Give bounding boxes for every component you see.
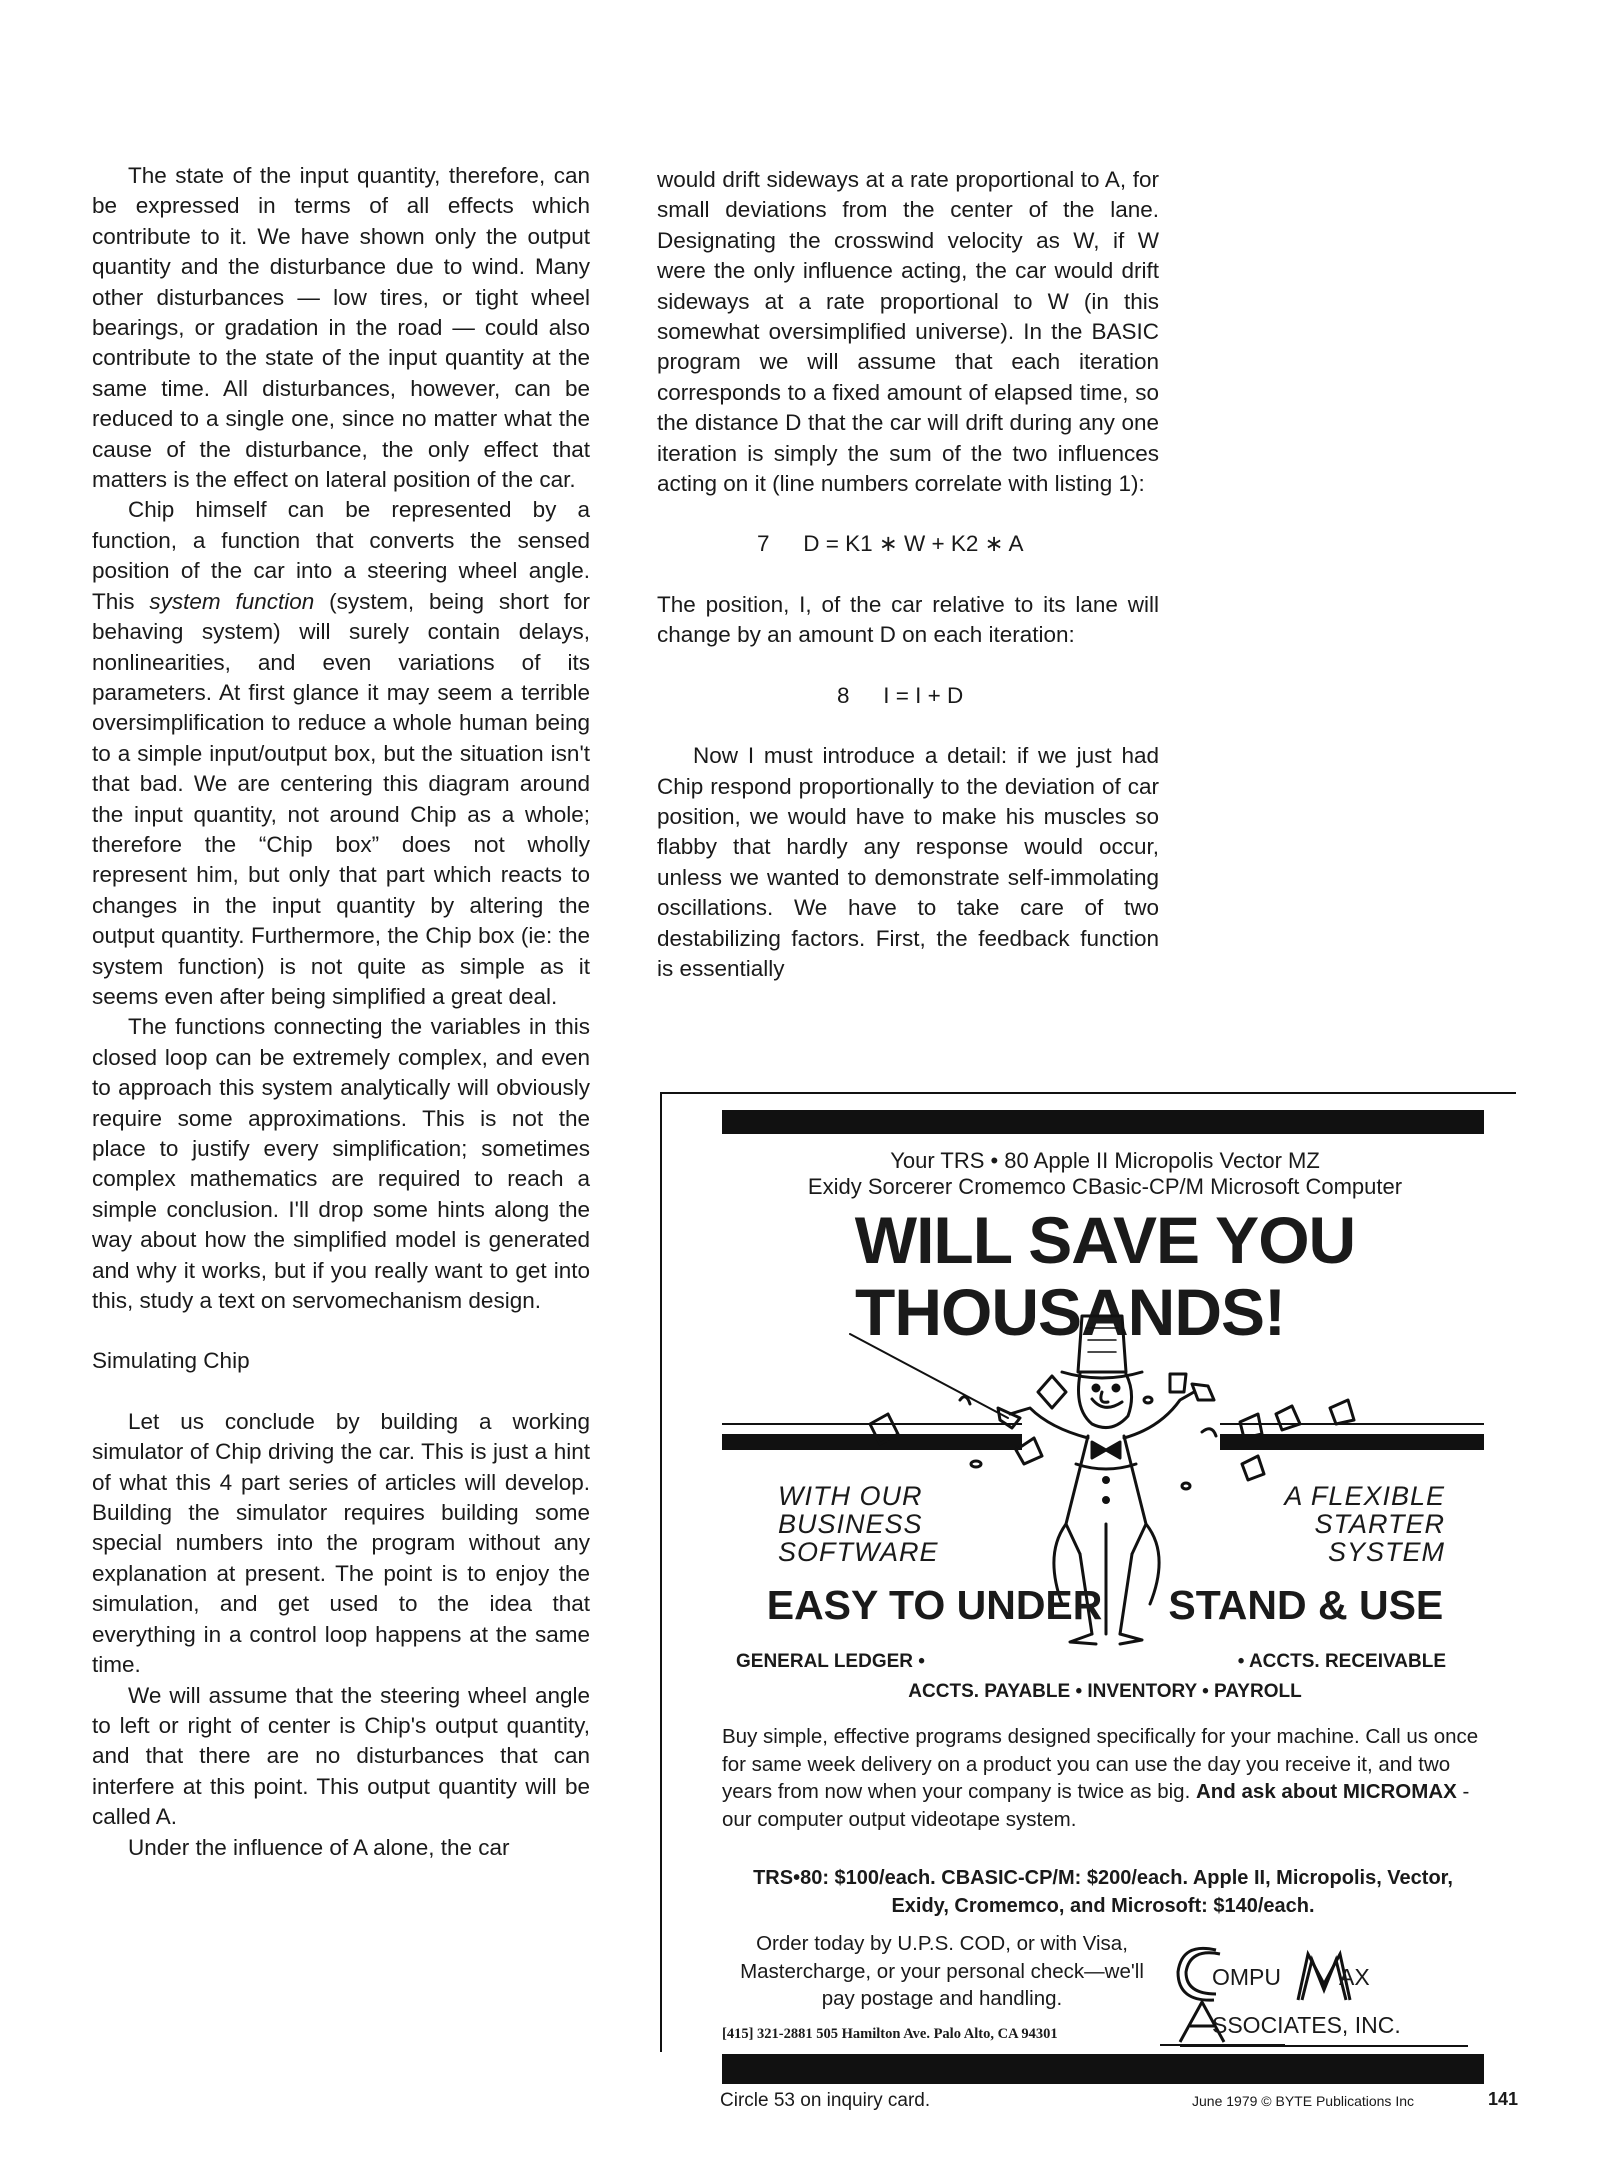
paragraph xyxy=(92,495,590,1012)
ad-tagline-line: SYSTEM xyxy=(1327,1537,1445,1567)
ad-tagline-line: BUSINESS xyxy=(778,1509,923,1539)
ad-slogan-right: STAND & USE xyxy=(1168,1582,1444,1628)
logo-text: AX xyxy=(1339,1964,1370,1990)
text-run: (system, being short for behaving system) will surely contain delays, nonlinearities, and even variations of its parameters. At first glance it may seem a terrible oversimplification to reduce a whole human being to a simple input/output box, but the situation isn't that bad. We are centering this diagram around the input quantity, not around Chip as a whole; therefore the “Chip box” does not wholly represent him, but only that part which reacts to changes in the input quantity by altering the output quantity. Furthermore, the Chip box (ie: the system function) is not quite as simple as it seems even after being simplified a great deal. xyxy=(92,588,590,1009)
ad-tagline-right xyxy=(1195,1482,1445,1566)
equation: I = I + D xyxy=(883,682,964,708)
paragraph: Under the influence of A alone, the car xyxy=(128,1834,510,1860)
left-text-column xyxy=(92,161,590,1863)
ad-border-top xyxy=(660,1092,1516,1094)
ad-tagline-line: STARTER xyxy=(1314,1509,1445,1539)
equation-line-number: 7 xyxy=(757,531,770,557)
logo-word-associates: SSOCIATES, INC. xyxy=(1212,2012,1401,2038)
ad-prices: TRS•80: $100/each. CBASIC-CP/M: $200/each. Apple II, Micropolis, Vector, Exidy, Cromemco, and Microsoft: $140/each. xyxy=(753,1867,1453,1917)
text-run: Chip himself can be represented by a function, a function that converts the sensed position of the car into a steering wheel angle. This xyxy=(92,497,590,614)
ad-slogan xyxy=(720,1582,1490,1629)
ad-product-general-ledger: GENERAL LEDGER • xyxy=(736,1651,925,1672)
right-text-column xyxy=(657,165,1159,984)
logo-word-compu xyxy=(1212,1964,1370,1991)
ad-slogan-left: EASY TO UNDER xyxy=(766,1582,1103,1628)
ad-computers-line-2: Exidy Sorcerer Cromemco CBasic-CP/M Microsoft Computer xyxy=(807,1174,1403,1199)
paragraph: Let us conclude by building a working simulator of Chip driving the car. This is just a hint of what this 4 part series of articles will develop. Building the simulator requires building some special numbers into the program without any explanation at present. The point is to enjoy the simulation, and get used to the idea that everything in a control loop happens at the same time. xyxy=(92,1408,590,1678)
equation-line-8 xyxy=(657,681,1159,711)
ad-body-copy xyxy=(722,1723,1484,1833)
ad-border-left xyxy=(660,1092,662,2052)
ad-tagline-line: A FLEXIBLE xyxy=(1284,1481,1445,1511)
ad-top-bar xyxy=(722,1110,1484,1134)
ad-order-info: Order today by U.P.S. COD, or with Visa, Mastercharge, or your personal check—we'll pay postage and handling. xyxy=(740,1932,1144,2010)
ad-product-receivable: • ACCTS. RECEIVABLE xyxy=(1237,1651,1446,1672)
ad-tagline-line: SOFTWARE xyxy=(778,1537,939,1567)
compumax-advertisement xyxy=(660,1092,1516,2082)
paragraph: The functions connecting the variables in this closed loop can be extremely complex, and even to approach this system analytically will obviously require some approximations. This is not the place to justify every simplification; sometimes complex mathematics are required to reach a simple conclusion. I'll drop some hints along the way about how the simplified model is generated and why it works, but if you really want to get into this, study a text on servomechanism design. xyxy=(92,1014,590,1314)
ad-bottom-bar xyxy=(722,2054,1484,2084)
paragraph: The position, I, of the car relative to its lane will change by an amount D on each iteration: xyxy=(657,591,1159,648)
paragraph: The state of the input quantity, therefore, can be expressed in terms of all effects which contribute to it. We have shown only the output quantity and the disturbance due to wind. Many other disturbances — low tires, or tight wheel bearings, or gradation in the road — could also contribute to the state of the input quantity at the same time. All disturbances, however, can be reduced to a single one, since no matter what the cause of the disturbance, the only effect that matters is the effect on lateral position of the car. xyxy=(92,163,590,493)
paragraph: We will assume that the steering wheel angle to left or right of center is Chip's output quantity, and that there are no disturbances that can interfere at this point. This output quantity will be called A. xyxy=(92,1682,590,1830)
text-run: Buy simple, effective programs designed specifically for your machine. Call us once for same week delivery on a product you can use the day you receive it, and two years from now when your company is twice as big. xyxy=(722,1725,1479,1803)
equation: D = K1 ∗ W + K2 ∗ A xyxy=(803,531,1024,557)
logo-text: OMPU xyxy=(1212,1964,1281,1990)
paragraph: would drift sideways at a rate proportional to A, for small deviations from the center of the lane. Designating the crosswind velocity as W, if W were the only influence acting, the car would drift sideways at a rate proportional to W (in this somewhat oversimplified universe). In the BASIC program we will assume that each iteration corresponds to a fixed amount of elapsed time, so the distance D that the car will drift during any one iteration is simply the sum of the two influences acting on it (line numbers correlate with listing 1): xyxy=(657,167,1159,497)
section-heading: Simulating Chip xyxy=(92,1348,250,1374)
paragraph: Now I must introduce a detail: if we just had Chip respond proportionally to the deviation of car position, we would have to make his muscles so flabby that hardly any response would occur, unless we wanted to demonstrate self-immolating oscillations. We have to take care of two destabilizing factors. First, the feedback function is essentially xyxy=(657,743,1159,981)
emphasis: system function xyxy=(149,588,315,614)
ad-headline-2: THOUSANDS! xyxy=(855,1275,1285,1349)
publication-date: June 1979 © BYTE Publications Inc xyxy=(1192,2093,1414,2109)
ad-tagline-left xyxy=(778,1482,939,1566)
compumax-logo xyxy=(1168,1930,1484,2052)
ad-computers-line-1: Your TRS • 80 Apple II Micropolis Vector MZ xyxy=(890,1148,1320,1173)
equation-line-7 xyxy=(657,529,1159,559)
ad-micromax: And ask about MICROMAX xyxy=(1195,1780,1457,1803)
ad-phone-address: [415] 321-2881 505 Hamilton Ave. Palo Alto, CA 94301 xyxy=(722,2026,1058,2042)
page-number: 141 xyxy=(1488,2089,1519,2109)
ad-headline-1: WILL SAVE YOU xyxy=(854,1203,1356,1277)
equation-line-number: 8 xyxy=(837,682,850,708)
ad-tagline-line: WITH OUR xyxy=(778,1481,923,1511)
text-run: - our computer output videotape system. xyxy=(722,1780,1470,1831)
inquiry-card-note: Circle 53 on inquiry card. xyxy=(720,2090,931,2111)
ad-product-row-2: ACCTS. PAYABLE • INVENTORY • PAYROLL xyxy=(908,1681,1302,1702)
